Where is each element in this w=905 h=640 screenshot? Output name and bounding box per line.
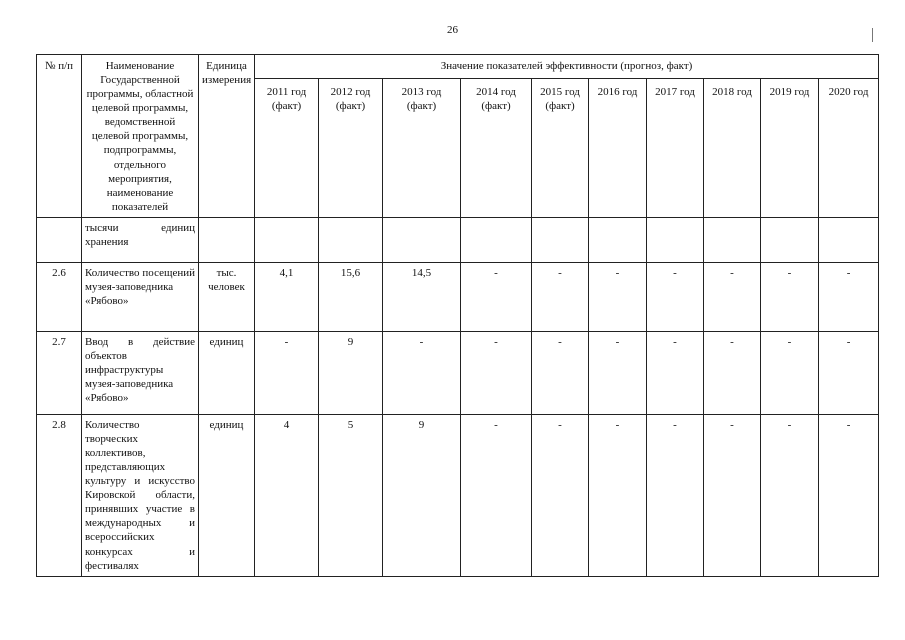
value-cell xyxy=(255,217,319,262)
year-header: 2013 год (факт) xyxy=(383,79,461,218)
value-cell: - xyxy=(461,414,532,576)
table-row xyxy=(37,217,879,262)
value-cell: - xyxy=(647,331,704,414)
value-cell: - xyxy=(461,262,532,331)
year-header: 2019 год xyxy=(761,79,819,218)
row-name: Количество посещений музея-заповедника «Рябово» xyxy=(82,262,199,331)
value-cell: - xyxy=(761,331,819,414)
value-cell: - xyxy=(589,331,647,414)
page-number: 26 xyxy=(447,24,458,36)
value-cell: 5 xyxy=(319,414,383,576)
value-cell: - xyxy=(532,414,589,576)
row-num: 2.6 xyxy=(37,262,82,331)
value-cell: - xyxy=(589,262,647,331)
value-cell: - xyxy=(819,331,879,414)
indicators-table xyxy=(36,54,879,577)
value-cell: - xyxy=(704,331,761,414)
row-unit: единиц xyxy=(199,331,255,414)
row-name: Ввод в действие объектов инфраструктуры музея-заповедника «Рябово» xyxy=(82,331,199,414)
value-cell xyxy=(319,217,383,262)
value-cell: 4,1 xyxy=(255,262,319,331)
value-cell: - xyxy=(532,331,589,414)
value-cell: - xyxy=(589,414,647,576)
value-cell: - xyxy=(819,414,879,576)
row-unit xyxy=(199,217,255,262)
row-unit: тыс. человек xyxy=(199,262,255,331)
year-header: 2011 год (факт) xyxy=(255,79,319,218)
value-cell: - xyxy=(761,262,819,331)
table-row xyxy=(37,414,879,576)
value-cell xyxy=(819,217,879,262)
year-header: 2017 год xyxy=(647,79,704,218)
value-cell: 15,6 xyxy=(319,262,383,331)
row-name: тысячи единиц хранения xyxy=(82,217,199,262)
header-values: Значение показателей эффективности (прогноз, факт) xyxy=(255,55,879,79)
value-cell: 9 xyxy=(319,331,383,414)
value-cell: - xyxy=(461,331,532,414)
value-cell xyxy=(647,217,704,262)
header-row xyxy=(37,55,879,79)
row-name: Количество творческих коллективов, представляющих культуру и искусство Кировской области, принявших участие в международных и всероссийских конкурсах и фестивалях xyxy=(82,414,199,576)
value-cell: - xyxy=(819,262,879,331)
value-cell xyxy=(761,217,819,262)
value-cell: - xyxy=(255,331,319,414)
header-name: Наименование Государственной программы, областной целевой программы, ведомственной целевой программы, подпрограммы, отдельного мероприятия, наименование показателей xyxy=(82,55,199,218)
table-row xyxy=(37,262,879,331)
year-header: 2015 год (факт) xyxy=(532,79,589,218)
row-num: 2.8 xyxy=(37,414,82,576)
value-cell xyxy=(383,217,461,262)
value-cell xyxy=(532,217,589,262)
year-header: 2014 год (факт) xyxy=(461,79,532,218)
margin-mark xyxy=(872,28,873,42)
value-cell: - xyxy=(647,262,704,331)
header-num: № п/п xyxy=(37,55,82,218)
value-cell: - xyxy=(761,414,819,576)
year-header: 2018 год xyxy=(704,79,761,218)
value-cell: - xyxy=(532,262,589,331)
value-cell xyxy=(589,217,647,262)
year-header: 2016 год xyxy=(589,79,647,218)
value-cell: 14,5 xyxy=(383,262,461,331)
row-unit: единиц xyxy=(199,414,255,576)
value-cell: 9 xyxy=(383,414,461,576)
row-num xyxy=(37,217,82,262)
value-cell xyxy=(704,217,761,262)
value-cell xyxy=(461,217,532,262)
table-row xyxy=(37,331,879,414)
value-cell: - xyxy=(704,262,761,331)
value-cell: - xyxy=(647,414,704,576)
value-cell: 4 xyxy=(255,414,319,576)
header-unit: Единица измерения xyxy=(199,55,255,218)
value-cell: - xyxy=(704,414,761,576)
row-num: 2.7 xyxy=(37,331,82,414)
value-cell: - xyxy=(383,331,461,414)
year-header: 2012 год (факт) xyxy=(319,79,383,218)
year-header: 2020 год xyxy=(819,79,879,218)
